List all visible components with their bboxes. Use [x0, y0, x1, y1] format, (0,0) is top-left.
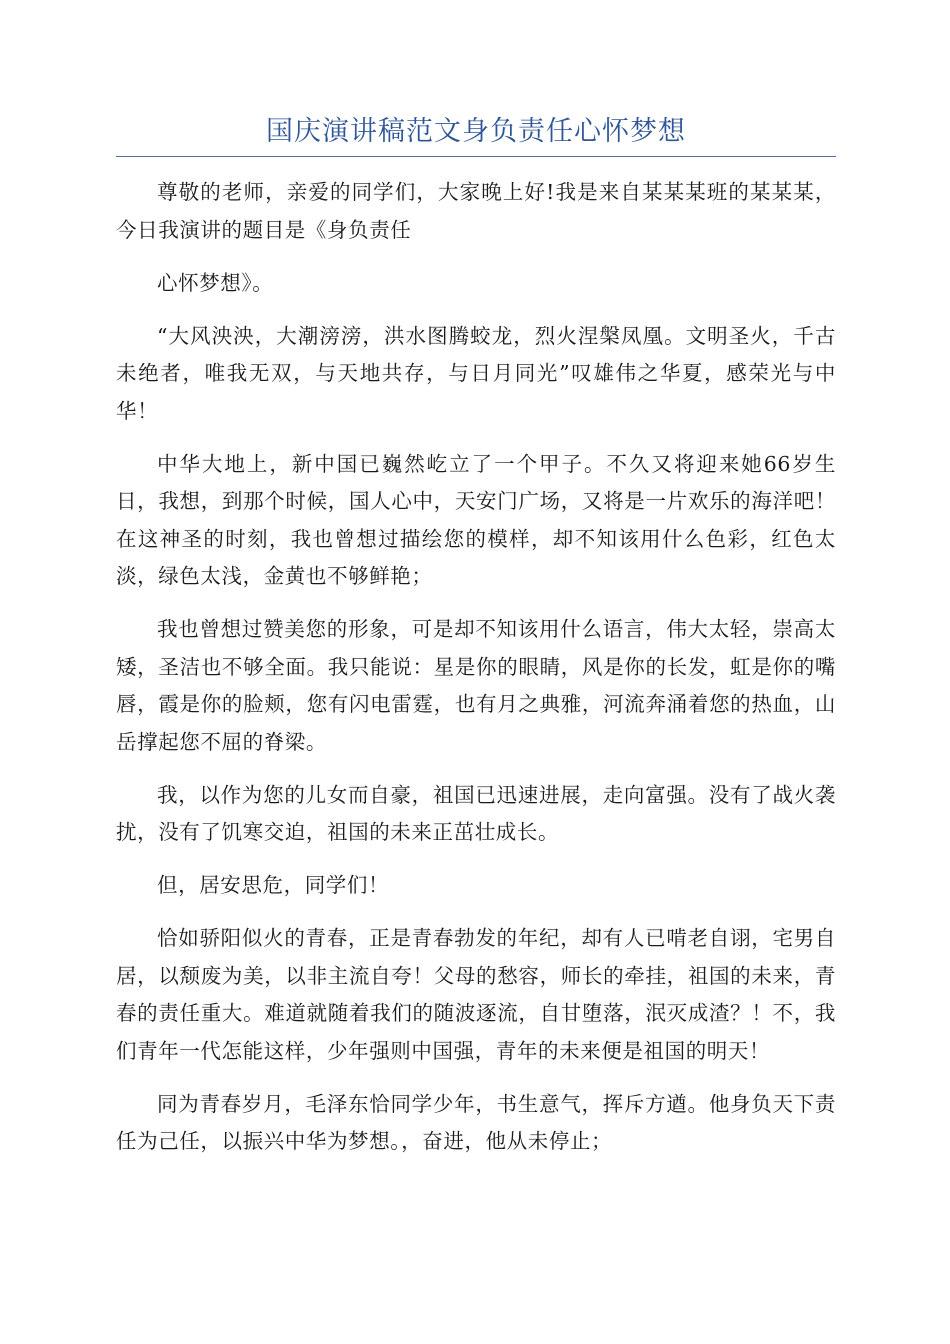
- paragraph-anniversary: 中华大地上，新中国已巍然屹立了一个甲子。不久又将迎来她66岁生日，我想，到那个时候，国人心中，天安门广场，又将是一片欢乐的海洋吧！在这神圣的时刻，我也曾想过描绘您的模样，却不知该用什么色彩，红色太淡，绿色太浅，金黄也不够鲜艳；: [116, 451, 836, 588]
- paragraph-caution: 但，居安思危，同学们！: [157, 873, 390, 897]
- paragraph-praise: 我也曾想过赞美您的形象，可是却不知该用什么语言，伟大太轻，崇高太矮，圣洁也不够全面。我只能说：星是你的眼睛，风是你的长发，虹是你的嘴唇，霞是你的脸颊，您有闪电雷霆，也有月之典雅，河流奔涌着您的热血，山岳撑起您不屈的脊梁。: [116, 617, 836, 754]
- paragraph-pride: 我，以作为您的儿女而自豪，祖国已迅速进展，走向富强。没有了战火袭扰，没有了饥寒交迫，祖国的未来正茁壮成长。: [116, 782, 836, 844]
- paragraph-mao: 同为青春岁月，毛泽东恰同学少年，书生意气，挥斥方遒。他身负天下责任为己任，以振兴中华为梦想。，奋进，他从未停止；: [116, 1091, 836, 1153]
- paragraph-title-continuation: 心怀梦想》。: [157, 270, 274, 295]
- paragraph-greeting: 尊敬的老师，亲爱的同学们，大家晚上好!我是来自某某某班的某某某，今日我演讲的题目是《身负责任: [116, 180, 836, 242]
- page-title: 国庆演讲稿范文身负责任心怀梦想: [266, 116, 686, 147]
- document-body: [116, 174, 836, 1176]
- paragraph-youth: 恰如骄阳似火的青春，正是青春勃发的年纪，却有人已啃老自诩，宅男自居，以颓废为美，以非主流自夸！父母的愁容，师长的牵挂，祖国的未来，青春的责任重大。难道就随着我们的随波逐流，自甘堕落，泯灭成渣？！不，我们青年一代怎能这样，少年强则中国强，青年的未来便是祖国的明天！: [116, 926, 836, 1063]
- paragraph-quote: “大风泱泱，大潮滂滂，洪水图腾蛟龙，烈火涅槃凤凰。文明圣火，千古未绝者，唯我无双，与天地共存，与日月同光”叹雄伟之华夏，感荣光与中华！: [116, 323, 836, 423]
- title-block: [116, 112, 836, 157]
